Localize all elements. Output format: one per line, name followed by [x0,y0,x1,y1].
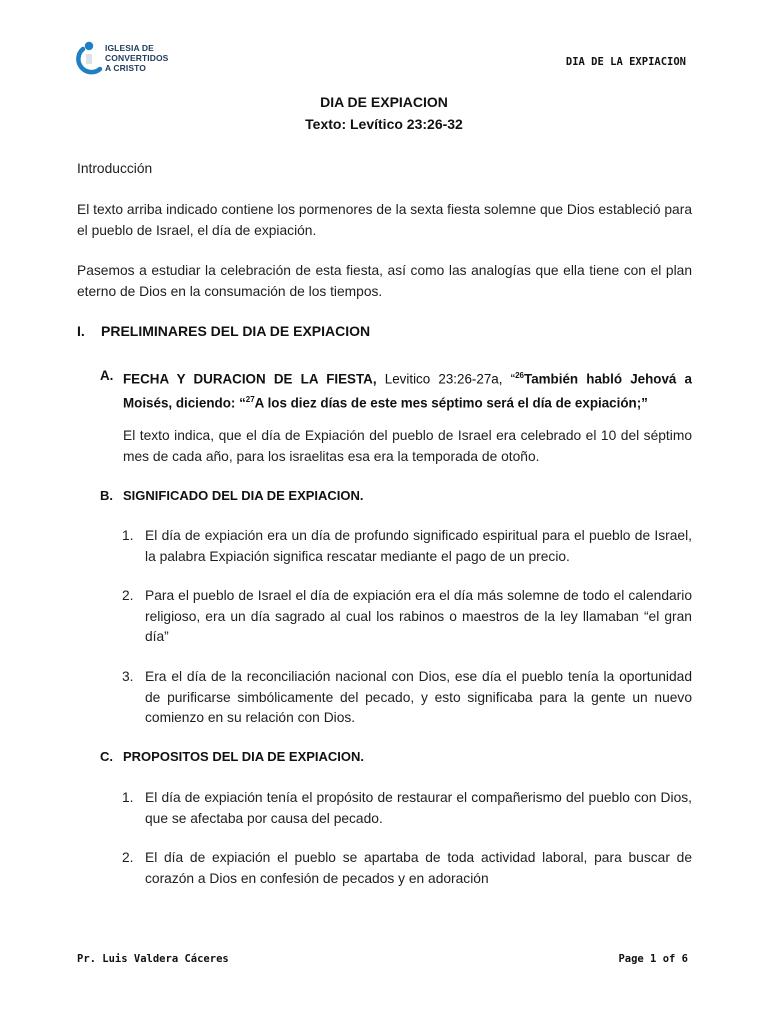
logo-line: IGLESIA DE [105,43,154,53]
footer-page-number: Page 1 of 6 [618,953,688,965]
church-logo [72,40,182,80]
subsection-a-paragraph: El texto indica, que el día de Expiación del pueblo de Israel era celebrado el 10 del séptimo mes de cada año, para los israelitas esa era la temporada de otoño. [123,428,692,464]
footer-author: Pr. Luis Valdera Cáceres [77,953,229,965]
list-item-number: 3. [122,669,134,684]
list-item-text: Era el día de la reconciliación nacional con Dios, ese día el pueblo tenía la oportunidad de purificarse simbólicamente del pecado, y esto significaba para la gente un nuevo comienzo en su relación con Dios. [145,669,692,725]
verse-text: A los diez días de este mes séptimo será el día de expiación;” [254,395,648,411]
header-title: DIA DE LA EXPIACION [565,56,686,68]
subsection-title: SIGNIFICADO DEL DIA DE EXPIACION. [123,488,364,503]
logo-wordmark [105,43,168,73]
list-item-number: 1. [122,790,134,805]
list-item-text: El día de expiación tenía el propósito de restaurar el compañerismo del pueblo con Dios, que se afectaba por causa del pecado. [145,790,692,826]
logo-line: A CRISTO [105,63,146,73]
subsection-letter: B. [100,488,113,503]
subsection-a-body [123,366,692,414]
verse-number: 27 [245,394,255,404]
list-item-text: Para el pueblo de Israel el día de expiación era el día más solemne de todo el calendario religioso, era un día sagrado al cual los rabinos o maestros de la ley llamaban “el gran día” [145,588,692,644]
intro-paragraph-2: Pasemos a estudiar la celebración de esta fiesta, así como las analogías que ella tiene con el plan eterno de Dios en la consumación de los tiempos. [77,263,692,299]
logo-line: CONVERTIDOS [105,53,169,63]
church-logo-icon [72,40,104,76]
list-item-text: El día de expiación era un día de profundo significado espiritual para el pueblo de Israel, la palabra Expiación significa rescatar mediante el pago de un precio. [145,528,692,564]
document-subtitle: Texto: Levítico 23:26-32 [305,116,463,132]
subsection-title: FECHA Y DURACION DE LA FIESTA, [123,371,377,387]
verse-number: 26 [515,371,525,380]
document-title: DIA DE EXPIACION [320,94,448,110]
subsection-letter: A. [100,368,114,383]
intro-heading: Introducción [77,161,153,176]
list-item-number: 2. [122,850,134,865]
section-number: I. [77,323,85,339]
subsection-title: PROPOSITOS DEL DIA DE EXPIACION. [123,749,365,764]
verse-text: También habló Jehová a Moisés, diciendo: “ [123,371,693,411]
list-item-number: 1. [122,528,134,543]
subsection-letter: C. [100,749,113,764]
intro-paragraph-1: El texto arriba indicado contiene los pormenores de la sexta fiesta solemne que Dios estableció para el pueblo de Israel, el día de expiación. [77,202,692,238]
list-item-text: El día de expiación el pueblo se apartaba de toda actividad laboral, para buscar de corazón a Dios en confesión de pecados y en adoración [145,850,692,886]
list-item-number: 2. [122,588,134,603]
section-heading [77,323,370,339]
section-title: PRELIMINARES DEL DIA DE EXPIACION [101,323,371,339]
scripture-reference: Levitico 23:26-27a, “ [376,371,516,387]
